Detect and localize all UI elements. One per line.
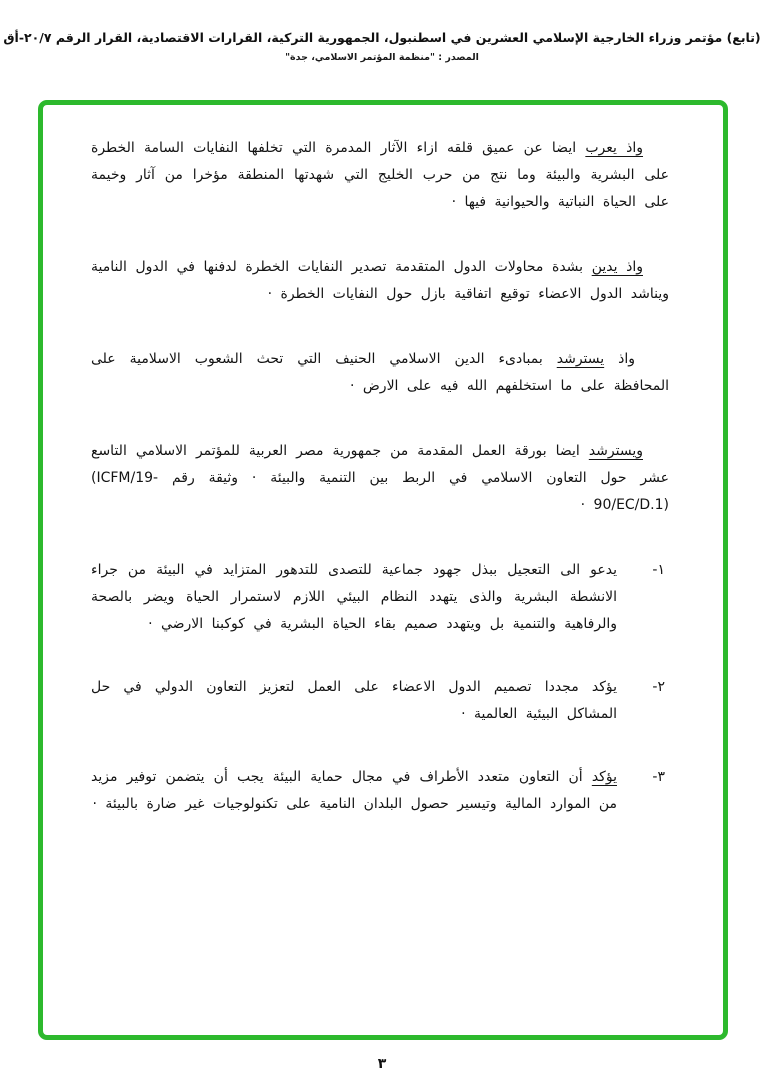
paragraph-lead: واذ يعرب: [585, 140, 644, 156]
item-number: ٢-: [652, 679, 665, 695]
page-number: ٣: [377, 1056, 387, 1072]
paragraph-lead: ويسترشد: [588, 443, 643, 459]
item-number: ٣-: [652, 769, 665, 785]
header-source: المصدر : "منظمة المؤتمر الاسلامي، جدة": [285, 52, 479, 63]
numbered-item-1: [91, 557, 669, 638]
item-lead: يؤكد: [591, 679, 618, 695]
item-number: ١-: [652, 562, 665, 578]
paragraph-4: [91, 438, 669, 519]
numbered-item-3: [91, 764, 669, 818]
green-highlight-border: [38, 100, 728, 1040]
paragraph-text: ايضا عن عميق قلقه ازاء الآثار المدمرة التي تخلفها النفايات السامة الخطرة على البشرية والبيئة وما نتج من حرب الخليج التي شهدتها المنطقة مؤخرا من آثار وخيمة على الحياة النباتية والحيوانية فيها ·: [91, 140, 669, 210]
numbered-items: [91, 557, 669, 818]
paragraph-lead: يسترشد: [556, 351, 605, 367]
item-text: مجددا تصميم الدول الاعضاء على العمل لتعزيز التعاون الدولي في حل المشاكل البيئية العالمية ·: [91, 679, 617, 722]
paragraph-text: بمبادىء الدين الاسلامي الحنيف التي تحث الشعوب الاسلامية على المحافظة على ما استخلفهم الله فيه على الارض ·: [91, 351, 669, 394]
item-lead: يؤكد: [591, 769, 617, 785]
paragraph-prefix: واذ: [618, 351, 636, 367]
paragraph-3: [91, 346, 669, 400]
paragraph-2: [91, 254, 669, 308]
item-lead: يدعو: [590, 562, 617, 578]
document-body: [43, 105, 723, 818]
numbered-item-2: [91, 674, 669, 728]
header-title: (تابع) مؤتمر وزراء الخارجية الإسلامي العشرين في اسطنبول، الجمهورية التركية، القرارات الاقتصادية، القرار الرقم ٢٠/٧-أق: [3, 30, 761, 45]
document-header: [0, 0, 764, 63]
item-text: أن التعاون متعدد الأطراف في مجال حماية البيئة يجب أن يتضمن توفير مزيد من الموارد المالية وتيسير حصول البلدان النامية على تكنولوجيات غير ضارة بالبيئة ·: [91, 769, 617, 812]
item-text: الى التعجيل ببذل جهود جماعية للتصدى للتدهور المتزايد في البيئة من جراء الانشطة البشرية والذى يتهدد النظام البيئي اللازم لاستمرار الحياة ويضر بالصحة والرفاهية والتنمية بل ويتهدد صميم بقاء الحياة البشرية في كوكبنا الارضي ·: [91, 562, 617, 632]
paragraph-lead: واذ يدين: [591, 259, 643, 275]
document-reference: (ICFM/19-90/EC/D.1): [91, 470, 669, 513]
paragraph-1: [91, 135, 669, 216]
paragraph-tail: ·: [580, 497, 586, 513]
paragraph-text: ايضا بورقة العمل المقدمة من جمهورية مصر العربية للمؤتمر الاسلامي التاسع عشر حول التعاون الاسلامي في الربط بين التنمية والبيئة · وثيقة رقم: [91, 443, 669, 486]
paragraph-text: بشدة محاولات الدول المتقدمة تصدير النفايات الخطرة لدفنها في الدول النامية ويناشد الدول الاعضاء توقيع اتفاقية بازل حول النفايات الخطرة ·: [91, 259, 669, 302]
